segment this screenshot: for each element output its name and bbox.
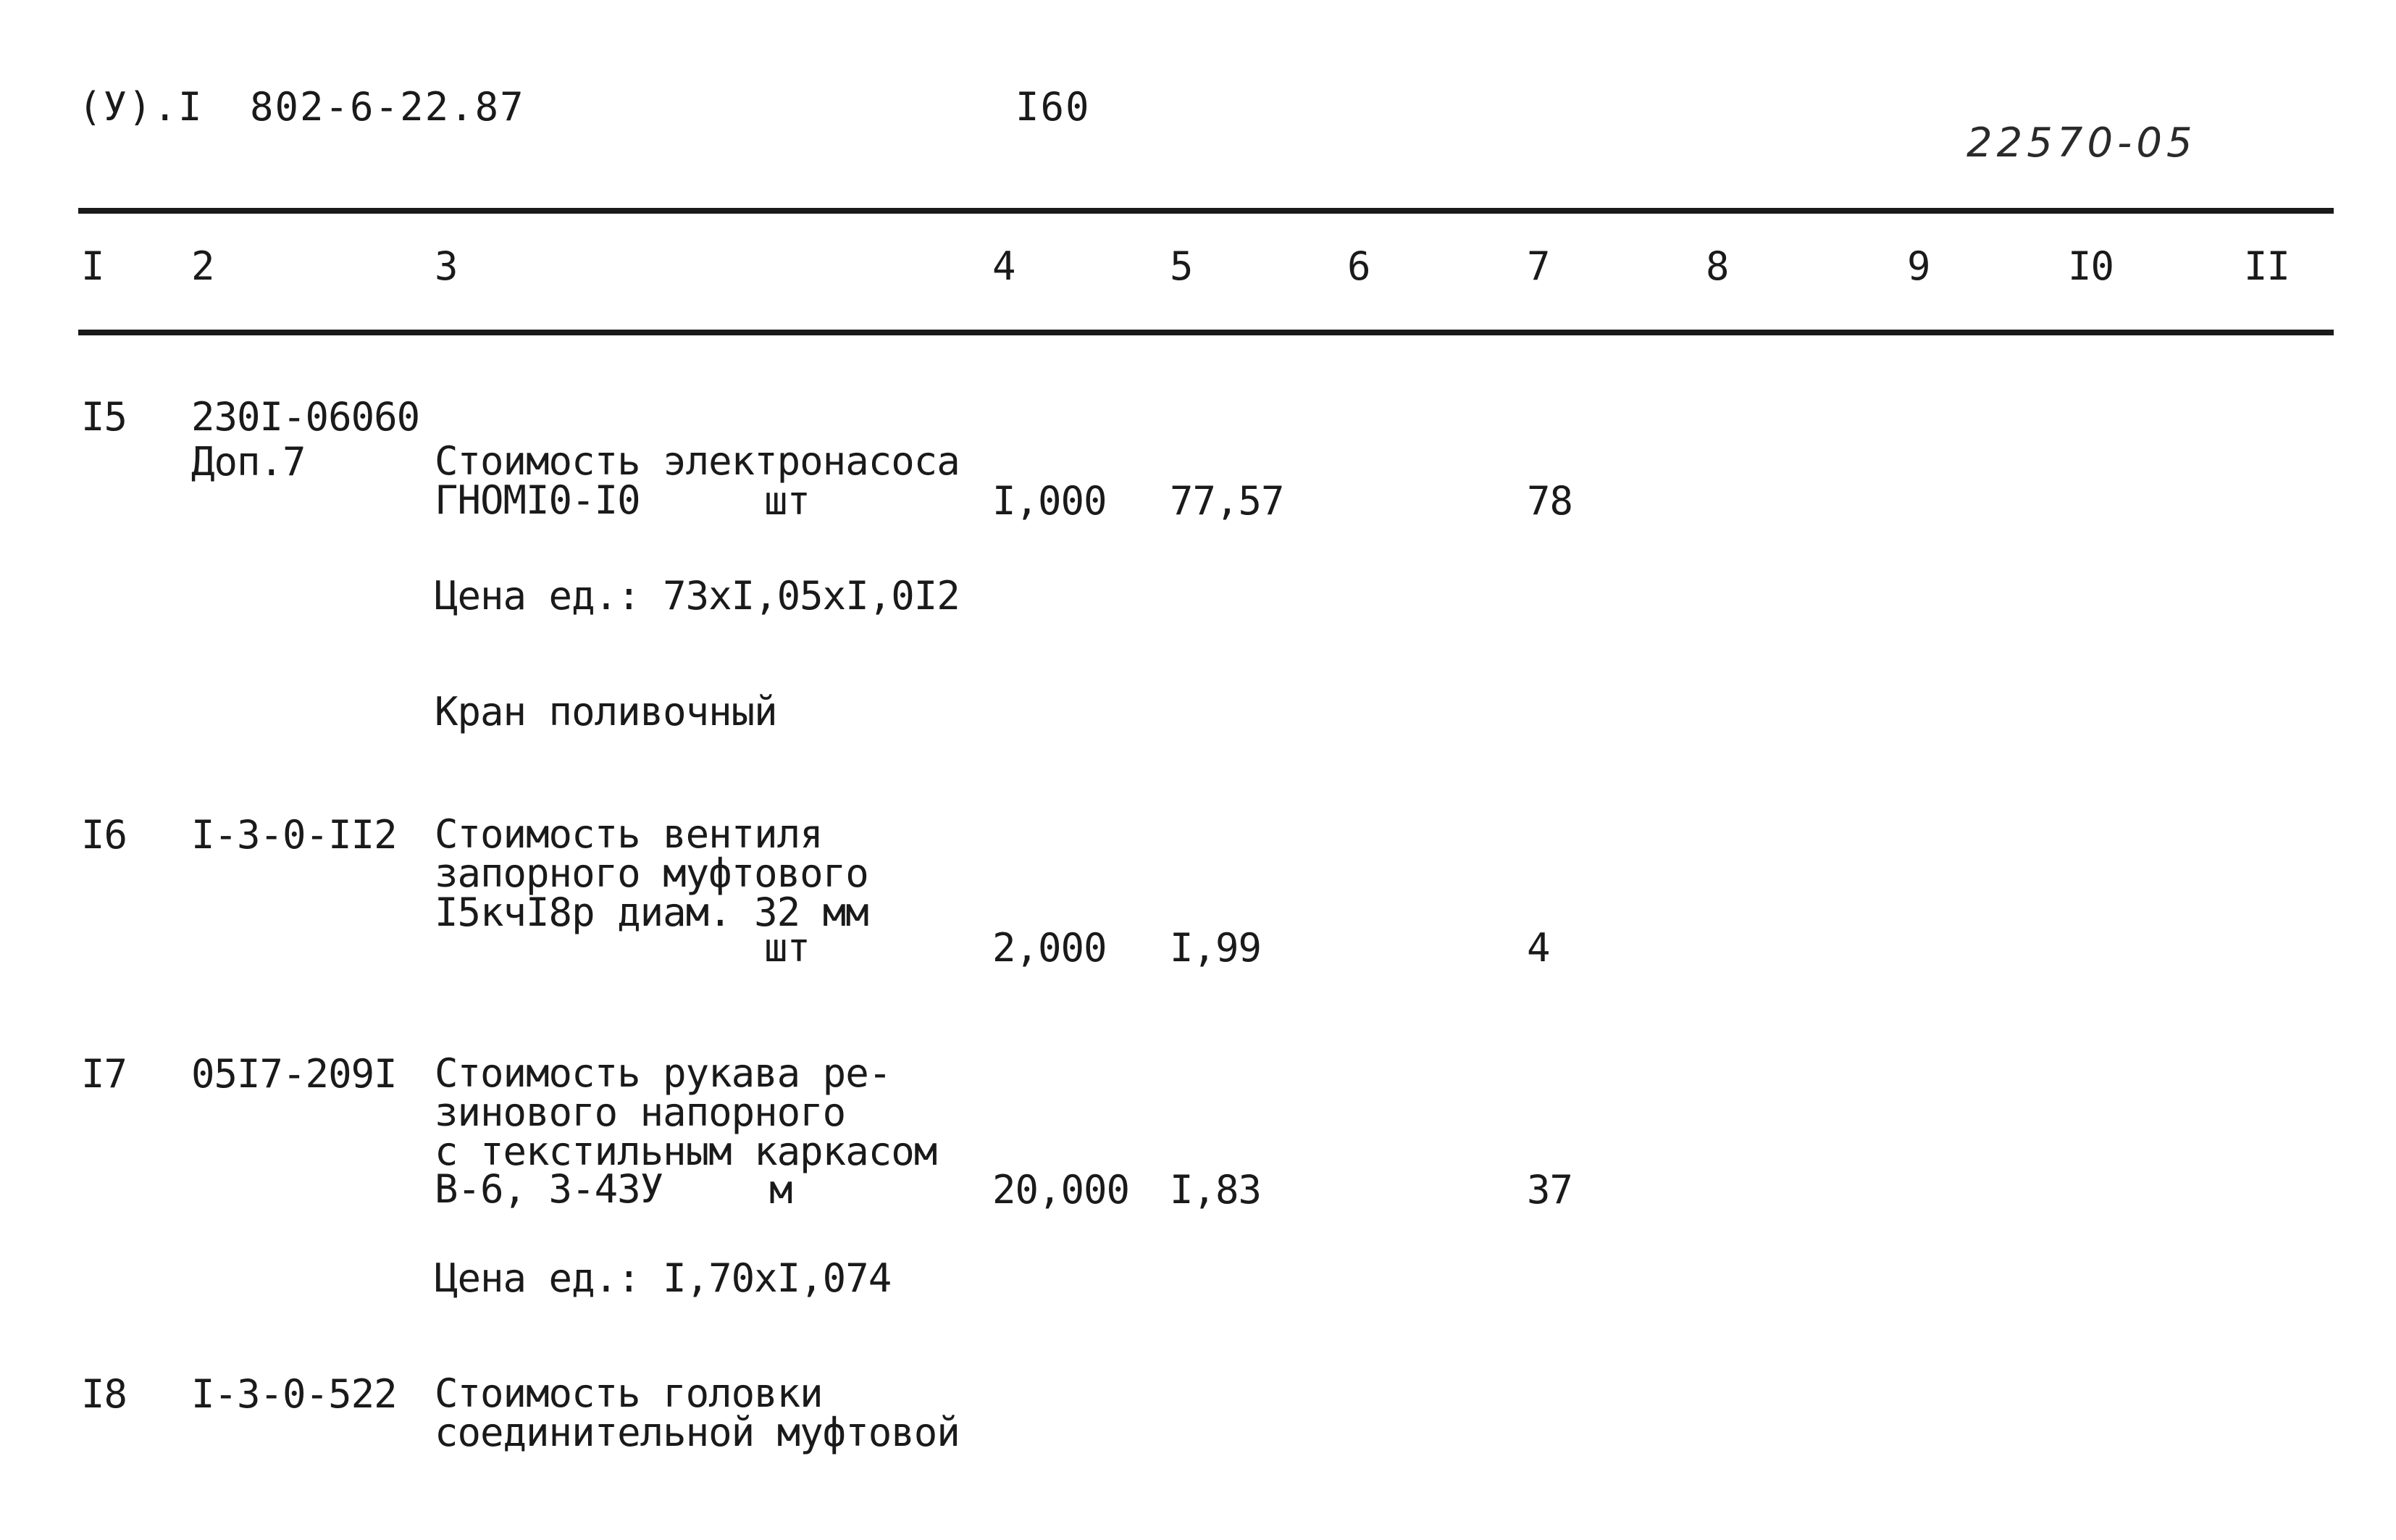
- row-total: 78: [1527, 478, 1573, 524]
- column-header: 6: [1347, 243, 1370, 289]
- row-quantity: 20,000: [992, 1167, 1130, 1213]
- row-description: Стоимость электронасоса: [435, 438, 960, 484]
- row-note: Цена ед.: 73хI,05хI,0I2: [435, 573, 960, 619]
- column-header: 9: [1907, 243, 1930, 289]
- page-number: I60: [1015, 84, 1091, 130]
- row-code: Доп.7: [191, 439, 306, 485]
- row-description: запорного муфтового: [435, 850, 868, 896]
- row-number: I6: [81, 812, 127, 858]
- row-total: 37: [1527, 1167, 1573, 1213]
- row-description: В-6, 3-43У: [435, 1166, 663, 1212]
- row-unit: шт: [764, 925, 810, 971]
- row-description: соединительной муфтовой: [435, 1410, 960, 1455]
- row-description: ГНОМI0-I0: [435, 477, 640, 523]
- row-price: I,83: [1170, 1167, 1262, 1213]
- column-header: 5: [1170, 243, 1193, 289]
- row-description: зинового напорного: [435, 1089, 846, 1135]
- column-header: 7: [1527, 243, 1550, 289]
- column-header: I0: [2068, 243, 2114, 289]
- row-number: I5: [81, 394, 127, 440]
- row-quantity: 2,000: [992, 925, 1107, 971]
- doc-prefix: (У).I: [78, 84, 204, 130]
- row-number: I7: [81, 1051, 127, 1097]
- row-quantity: I,000: [992, 478, 1107, 524]
- row-note: Кран поливочный: [435, 689, 777, 735]
- column-header: 3: [435, 243, 458, 289]
- row-unit: шт: [764, 478, 810, 524]
- row-code: I-3-0-522: [191, 1371, 397, 1417]
- column-header: 2: [191, 243, 214, 289]
- row-description: Стоимость головки: [435, 1370, 823, 1416]
- column-header: 8: [1706, 243, 1729, 289]
- row-code: I-3-0-II2: [191, 812, 397, 858]
- row-code: 230I-06060: [191, 394, 420, 440]
- doc-code: 802-6-22.87: [250, 84, 525, 130]
- row-code: 05I7-209I: [191, 1051, 397, 1097]
- row-note: Цена ед.: I,70хI,074: [435, 1255, 892, 1301]
- column-header: I: [81, 243, 104, 289]
- row-description: Стоимость вентиля: [435, 811, 823, 857]
- row-price: I,99: [1170, 925, 1262, 971]
- top-rule: [78, 208, 2334, 214]
- column-header: II: [2244, 243, 2290, 289]
- row-unit: м: [769, 1167, 792, 1213]
- row-description: I5кчI8р диам. 32 мм: [435, 890, 868, 935]
- header-rule: [78, 330, 2334, 335]
- handwritten-number: 22570-05: [1966, 120, 2197, 167]
- row-total: 4: [1527, 925, 1550, 971]
- column-header: 4: [992, 243, 1015, 289]
- row-description: с текстильным каркасом: [435, 1129, 937, 1174]
- row-number: I8: [81, 1371, 127, 1417]
- row-price: 77,57: [1170, 478, 1284, 524]
- row-description: Стоимость рукава ре-: [435, 1050, 892, 1096]
